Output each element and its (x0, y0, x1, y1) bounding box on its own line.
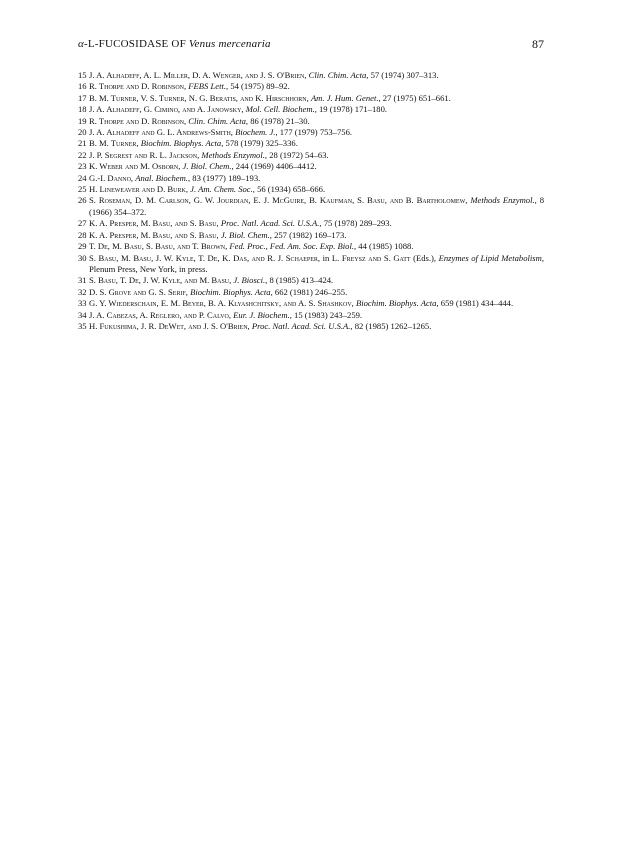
reference-list (78, 70, 544, 332)
reference-item (78, 70, 544, 81)
reference-authors: S. Basu, T. De, J. W. Kyle, and M. Basu (89, 275, 230, 286)
reference-authors: G.-I. Danno (89, 172, 131, 183)
reference-number: 26 (78, 195, 87, 206)
reference-source: J. Biol. Chem. (182, 161, 232, 172)
reference-authors: B. M. Turner, V. S. Turner, N. G. Beratis, and K. Hirschhorn (89, 92, 307, 103)
reference-source: J. Am. Chem. Soc. (190, 184, 253, 195)
reference-text: , (178, 161, 183, 172)
reference-text: , 659 (1981) 434–444. (436, 298, 514, 309)
reference-text: , 8 (1966) 354–372. (89, 195, 544, 217)
reference-number: 32 (78, 286, 87, 297)
reference-text: , 86 (1978) 21–30. (245, 115, 310, 126)
reference-text: , 57 (1974) 307–313. (366, 70, 439, 80)
reference-source: Proc. Natl. Acad. Sci. U.S.A. (220, 218, 320, 229)
reference-item (78, 287, 544, 298)
reference-text: , 662 (1981) 246–255. (270, 286, 348, 297)
reference-text: , 177 (1979) 753–756. (275, 127, 353, 138)
reference-item (78, 230, 544, 241)
reference-number: 18 (78, 104, 87, 115)
reference-text: , 82 (1985) 1262–1265. (350, 320, 432, 331)
reference-text: , (130, 172, 136, 183)
reference-text: , (184, 81, 189, 92)
reference-item (78, 253, 544, 276)
reference-number: 28 (78, 229, 87, 240)
reference-authors: J. P. Segrest and R. L. Jackson (89, 149, 198, 160)
reference-source: J. Biosci. (233, 275, 266, 286)
reference-text: , (241, 104, 246, 115)
reference-source: Proc. Natl. Acad. Sci. U.S.A. (251, 320, 351, 331)
reference-source: Anal. Biochem. (135, 172, 188, 183)
reference-item (78, 184, 544, 195)
reference-text: , (230, 127, 236, 138)
reference-text: , (304, 70, 309, 80)
reference-item (78, 173, 544, 184)
reference-authors: S. Roseman, D. M. Carlson, G. W. Jourdian, E. J. McGuire, B. Kaufman, S. Basu, and B. Bartholomew (89, 195, 466, 206)
reference-source: Enzymes of Lipid Metabolism (438, 252, 542, 263)
reference-authors: R. Thorpe and D. Robinson (89, 115, 184, 126)
reference-text: , (136, 138, 141, 149)
reference-source: Clin. Chim. Acta (308, 70, 367, 80)
reference-text: , 28 (1972) 54–63. (264, 149, 329, 160)
reference-source: Biochim. Biophys. Acta (355, 298, 437, 309)
reference-authors: K. Weber and M. Osborn (89, 161, 179, 172)
reference-text: , (197, 149, 202, 160)
reference-number: 24 (78, 172, 87, 183)
reference-source: FEBS Lett. (188, 81, 227, 92)
reference-text: , (247, 320, 252, 331)
reference-source: Mol. Cell. Biochem. (245, 104, 315, 115)
reference-item (78, 81, 544, 92)
reference-authors: J. A. Alhadeff and G. L. Andrews-Smith (89, 127, 231, 138)
reference-number: 31 (78, 275, 87, 286)
reference-text: , (216, 218, 221, 229)
reference-number: 23 (78, 161, 87, 172)
reference-number: 25 (78, 184, 87, 195)
reference-text: , 56 (1934) 658–666. (252, 184, 326, 195)
reference-text: , (185, 184, 191, 195)
reference-text: , 44 (1985) 1088. (354, 241, 414, 252)
reference-source: Biochim. Biophys. Acta (140, 138, 222, 149)
reference-item (78, 195, 544, 218)
reference-number: 30 (78, 252, 87, 263)
page-number: 87 (532, 37, 544, 51)
reference-text: (Eds.), (410, 252, 439, 263)
reference-number: 20 (78, 127, 87, 138)
reference-number: 17 (78, 92, 87, 103)
reference-number: 27 (78, 218, 87, 229)
reference-text: , (229, 275, 234, 286)
reference-text: , 8 (1985) 413–424. (265, 275, 334, 286)
reference-authors: K. A. Presper, M. Basu, and S. Basu (89, 218, 217, 229)
reference-number: 15 (78, 70, 87, 80)
reference-text: , 75 (1978) 289–293. (319, 218, 392, 229)
reference-source: Clin. Chim. Acta (188, 115, 246, 126)
reference-item (78, 104, 544, 115)
reference-text: , (351, 298, 356, 309)
reference-text: , 244 (1969) 4406–4412. (231, 161, 317, 172)
reference-source: Methods Enzymol. (201, 149, 265, 160)
reference-text: , 27 (1975) 651–661. (378, 92, 451, 103)
reference-authors: T. De, M. Basu, S. Basu, and T. Brown (89, 241, 226, 252)
reference-authors: J. A. Cabezas, A. Reglero, and P. Calvo (89, 309, 229, 320)
reference-text: , 257 (1982) 169–173. (269, 229, 347, 240)
reference-text: , 83 (1977) 189–193. (187, 172, 261, 183)
reference-text: , in (317, 252, 332, 263)
running-title-greek: α (78, 38, 84, 50)
reference-authors: H. Lineweaver and D. Burk (89, 184, 186, 195)
reference-item (78, 298, 544, 309)
reference-text: , 15 (1983) 243–259. (289, 309, 363, 320)
reference-item (78, 310, 544, 321)
reference-item (78, 321, 544, 332)
reference-number: 35 (78, 320, 87, 331)
reference-number: 16 (78, 81, 87, 92)
reference-authors: S. Basu, M. Basu, J. W. Kyle, T. De, K. Das, and R. J. Schaeper (89, 252, 318, 263)
reference-authors: R. Thorpe and D. Robinson (89, 81, 184, 92)
reference-text: , (228, 309, 234, 320)
reference-authors: D. S. Grove and G. S. Serif (89, 286, 186, 297)
reference-source: Biochem. J. (235, 127, 276, 138)
reference-number: 21 (78, 138, 87, 149)
reference-source: Fed. Proc., Fed. Am. Soc. Exp. Biol. (229, 241, 354, 252)
reference-item (78, 275, 544, 286)
reference-text: , 578 (1979) 325–336. (221, 138, 298, 149)
reference-authors: G. Y. Wiederschain, E. M. Beyer, B. A. Klyashchitsky, and A. S. Shashkov (89, 298, 352, 309)
reference-text: , (185, 286, 191, 297)
reference-item (78, 150, 544, 161)
reference-number: 19 (78, 115, 87, 126)
reference-source: J. Biol. Chem. (220, 229, 270, 240)
reference-source: Am. J. Hum. Genet. (310, 92, 379, 103)
reference-authors: H. Fukushima, J. R. DeWet, and J. S. O'Brien (89, 320, 248, 331)
running-head (78, 36, 544, 52)
reference-item (78, 218, 544, 229)
reference-text: , (465, 195, 471, 206)
running-title (78, 36, 271, 52)
reference-item (78, 241, 544, 252)
reference-authors: L. Freysz and S. Gatt (331, 252, 411, 263)
reference-number: 29 (78, 241, 87, 252)
reference-item (78, 138, 544, 149)
reference-authors: J. A. Alhadeff, G. Cimino, and A. Janowsky (89, 104, 242, 115)
reference-text: , (216, 229, 221, 240)
reference-item (78, 116, 544, 127)
reference-text: , Plenum Press, New York, in press. (89, 252, 544, 274)
reference-text: , 19 (1978) 171–180. (314, 104, 388, 115)
reference-number: 34 (78, 309, 87, 320)
reference-item (78, 93, 544, 104)
reference-number: 22 (78, 149, 87, 160)
reference-source: Eur. J. Biochem. (233, 309, 290, 320)
reference-text: , (184, 115, 189, 126)
reference-number: 33 (78, 298, 87, 309)
running-title-prefix: -L-FUCOSIDASE OF (83, 38, 189, 50)
reference-source: Biochim. Biophys. Acta (190, 286, 271, 297)
reference-authors: J. A. Alhadeff, A. L. Miller, D. A. Wenger, and J. S. O'Brien (89, 70, 305, 80)
reference-source: Methods Enzymol. (470, 195, 535, 206)
reference-authors: K. A. Presper, M. Basu, and S. Basu (89, 229, 217, 240)
reference-item (78, 127, 544, 138)
reference-item (78, 161, 544, 172)
reference-text: , (306, 92, 311, 103)
reference-authors: B. M. Turner (89, 138, 137, 149)
running-title-italic: Venus mercenaria (188, 38, 271, 50)
reference-text: , 54 (1975) 89–92. (226, 81, 290, 92)
reference-text: , (225, 241, 230, 252)
